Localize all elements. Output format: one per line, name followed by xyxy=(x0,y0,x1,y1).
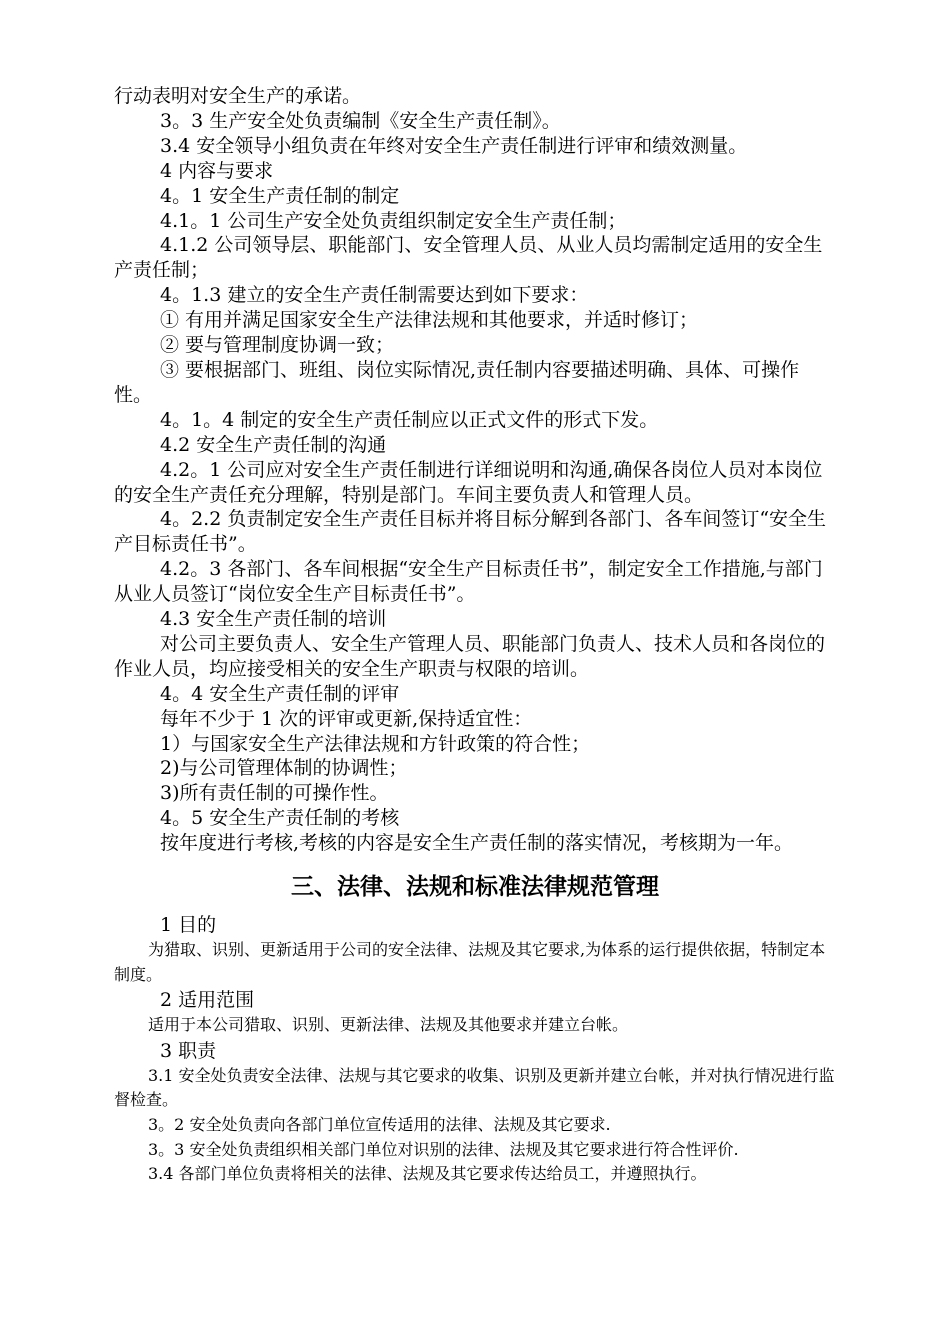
subsection-heading: 4。4 安全生产责任制的评审 xyxy=(160,682,400,705)
paragraph: 4.2。1 公司应对安全生产责任制进行详细说明和沟通,确保各岗位人员对本岗位的安全生产责任充分理解，特别是部门。车间主要负责人和管理人员。 xyxy=(114,458,823,506)
paragraph: 对公司主要负责人、安全生产管理人员、职能部门负责人、技术人员和各岗位的作业人员，均应接受相关的安全生产职责与权限的培训。 xyxy=(114,632,826,680)
paragraph: 3。3 生产安全处负责编制《安全生产责任制》。 xyxy=(160,109,561,132)
subsection-heading: 4.2 安全生产责任制的沟通 xyxy=(160,433,387,456)
subsection-heading: 1 目的 xyxy=(160,914,217,937)
subsection-heading: 4。1 安全生产责任制的制定 xyxy=(160,184,400,207)
paragraph: 4。1。4 制定的安全生产责任制应以正式文件的形式下发。 xyxy=(160,408,659,431)
subsection-heading: 2 适用范围 xyxy=(160,989,255,1012)
paragraph: 每年不少于 1 次的评审或更新,保持适宜性： xyxy=(160,707,533,730)
list-item: 3)所有责任制的可操作性。 xyxy=(160,782,389,805)
section-2-body xyxy=(114,84,836,856)
document-content xyxy=(114,84,836,1187)
paragraph: 3。3 安全处负责组织相关部门单位对识别的法律、法规及其它要求进行符合性评价. xyxy=(148,1139,739,1159)
list-item: 2)与公司管理体制的协调性； xyxy=(160,757,408,780)
paragraph: 3.4 各部门单位负责将相关的法律、法规及其它要求传达给员工，并遵照执行。 xyxy=(148,1164,707,1184)
paragraph: 4。2.2 负责制定安全生产责任目标并将目标分解到各部门、各车间签订“安全生产目标责任书”。 xyxy=(114,508,827,556)
paragraph: 按年度进行考核,考核的内容是安全生产责任制的落实情况，考核期为一年。 xyxy=(160,832,794,855)
chapter-title: 三、法律、法规和标准法律规范管理 xyxy=(291,874,659,901)
list-item: 1）与国家安全生产法律法规和方针政策的符合性； xyxy=(160,732,591,755)
paragraph: 4.2。3 各部门、各车间根据“安全生产目标责任书”，制定安全工作措施,与部门从业人员签订“岗位安全生产目标责任书”。 xyxy=(114,558,823,606)
list-item: ③ 要根据部门、班组、岗位实际情况,责任制内容要描述明确、具体、可操作性。 xyxy=(114,358,800,406)
paragraph: 4.1。1 公司生产安全处负责组织制定安全生产责任制； xyxy=(160,209,627,232)
paragraph: 3.4 安全领导小组负责在年终对安全生产责任制进行评审和绩效测量。 xyxy=(160,134,748,157)
subsection-heading: 4.3 安全生产责任制的培训 xyxy=(160,608,387,631)
paragraph: 3.1 安全处负责安全法律、法规与其它要求的收集、识别及更新并建立台帐，并对执行情况进行监督检查。 xyxy=(114,1065,835,1110)
section-3-body xyxy=(114,912,836,1187)
paragraph: 4.1.2 公司领导层、职能部门、安全管理人员、从业人员均需制定适用的安全生产责任制； xyxy=(114,234,823,282)
paragraph: 3。2 安全处负责向各部门单位宣传适用的法律、法规及其它要求. xyxy=(148,1115,611,1135)
subsection-heading: 3 职责 xyxy=(160,1039,217,1062)
paragraph: 为猎取、识别、更新适用于公司的安全法律、法规及其它要求,为体系的运行提供依据，特制定本制度。 xyxy=(114,940,826,984)
list-item: ② 要与管理制度协调一致； xyxy=(160,334,395,357)
subsection-heading: 4。5 安全生产责任制的考核 xyxy=(160,807,400,830)
paragraph: 4。1.3 建立的安全生产责任制需要达到如下要求： xyxy=(160,284,589,307)
paragraph: 行动表明对安全生产的承诺。 xyxy=(114,85,362,107)
section-heading: 4 内容与要求 xyxy=(160,159,274,182)
list-item: ① 有用并满足国家安全生产法律法规和其他要求，并适时修订； xyxy=(160,309,699,332)
paragraph: 适用于本公司猎取、识别、更新法律、法规及其他要求并建立台帐。 xyxy=(148,1015,629,1035)
